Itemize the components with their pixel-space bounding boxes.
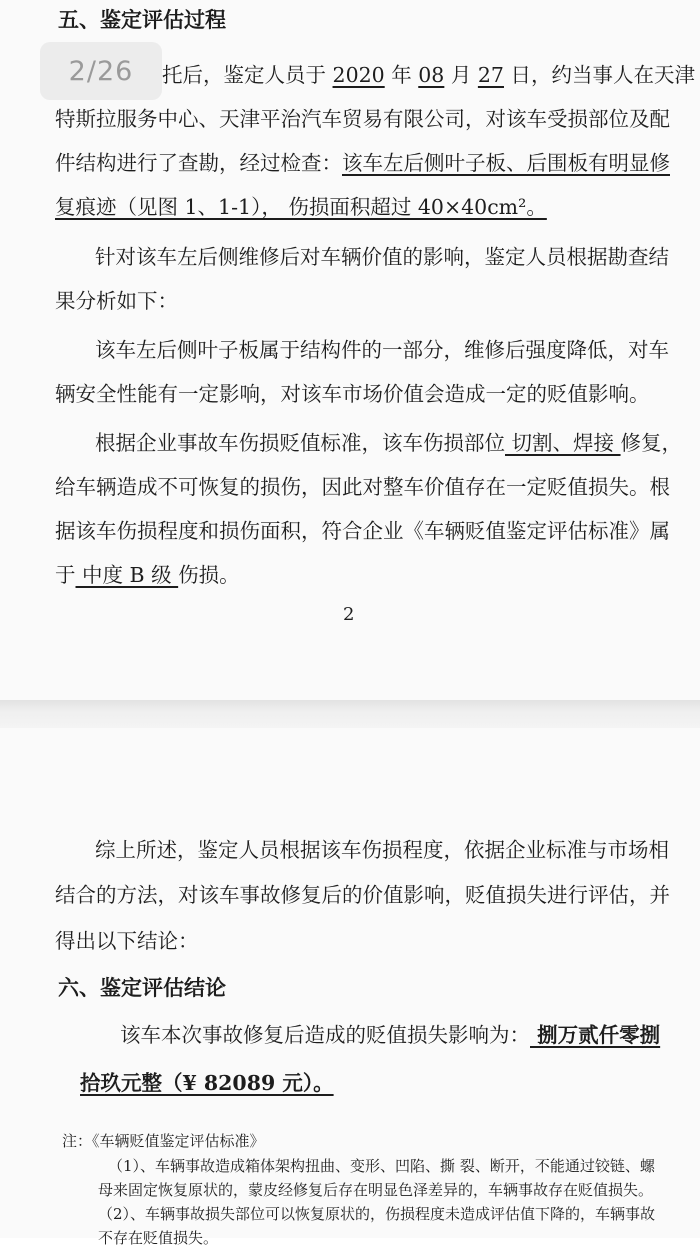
page-counter-badge: 2/26	[40, 42, 162, 100]
summary-line3: 得出以下结论：	[55, 929, 199, 953]
depreciation-amount-words: 捌万贰仟零捌	[530, 1023, 661, 1047]
section5-p2-line1: 针对该车左后侧维修后对车辆价值的影响，鉴定人员根据勘查结	[95, 245, 669, 269]
inspection-year: 2020	[332, 63, 385, 87]
section5-p4-line4: 于 中度 B 级 伤损。	[55, 563, 240, 587]
notes-title: 注：《车辆贬值鉴定评估标准》	[62, 1132, 265, 1150]
note1-line1: （1）、车辆事故造成箱体架构扭曲、变形、凹陷、撕 裂、断开，不能通过铰链、螺	[108, 1157, 655, 1175]
inspection-month: 08	[418, 63, 445, 87]
section5-p1-line1: 托后，鉴定人员于 2020 年 08 月 27 日，约当事人在天津	[162, 63, 696, 87]
section5-p4-line1: 根据企业事故车伤损贬值标准，该车伤损部位 切割、焊接 修复，	[95, 431, 683, 455]
section6-heading: 六、鉴定评估结论	[58, 975, 226, 1000]
section5-p1-line4: 复痕迹（见图 1、1-1）， 伤损面积超过 40×40cm²。	[55, 195, 547, 219]
page-number: 2	[343, 604, 355, 625]
section5-p3-line2: 辆安全性能有一定影响，对该车市场价值会造成一定的贬值影响。	[55, 382, 650, 406]
note1-line2: 母来固定恢复原状的，蒙皮经修复后存在明显色泽差异的，车辆事故存在贬值损失。	[98, 1181, 654, 1199]
summary-line2: 结合的方法，对该车事故修复后的价值影响，贬值损失进行评估，并	[55, 883, 670, 907]
summary-line1: 综上所述，鉴定人员根据该车伤损程度，依据企业标准与市场相	[95, 838, 669, 862]
section5-p1-line2: 特斯拉服务中心、天津平治汽车贸易有限公司，对该车受损部位及配	[55, 107, 670, 131]
repair-method: 切割、焊接	[505, 431, 621, 455]
note2-line1: （2）、车辆事故损失部位可以恢复原状的，伤损程度未造成评估值下降的，车辆事故	[98, 1205, 656, 1223]
damage-finding: 该车左后侧叶子板、后围板有明显修	[342, 151, 670, 175]
depreciation-amount: 拾玖元整（¥ 82089 元）。	[80, 1071, 334, 1095]
section5-p3-line1: 该车左后侧叶子板属于结构件的一部分，维修后强度降低，对车	[95, 338, 669, 362]
section5-p1-line3: 件结构进行了查勘，经过检查：该车左后侧叶子板、后围板有明显修	[55, 151, 670, 175]
section5-p4-line2: 给车辆造成不可恢复的损伤，因此对整车价值存在一定贬值损失。根	[55, 475, 670, 499]
page-separator	[0, 700, 700, 728]
section5-heading: 五、鉴定评估过程	[58, 7, 226, 32]
damage-grade: 中度 B 级	[75, 563, 179, 587]
inspection-day: 27	[477, 63, 504, 87]
note2-line2: 不存在贬值损失。	[98, 1229, 219, 1247]
conclusion-line1: 该车本次事故修复后造成的贬值损失影响为： 捌万贰仟零捌	[120, 1023, 661, 1047]
section5-p4-line3: 据该车伤损程度和损伤面积，符合企业《车辆贬值鉴定评估标准》属	[55, 519, 670, 543]
section5-p2-line2: 果分析如下：	[55, 289, 178, 313]
document-page-3	[0, 728, 700, 1247]
